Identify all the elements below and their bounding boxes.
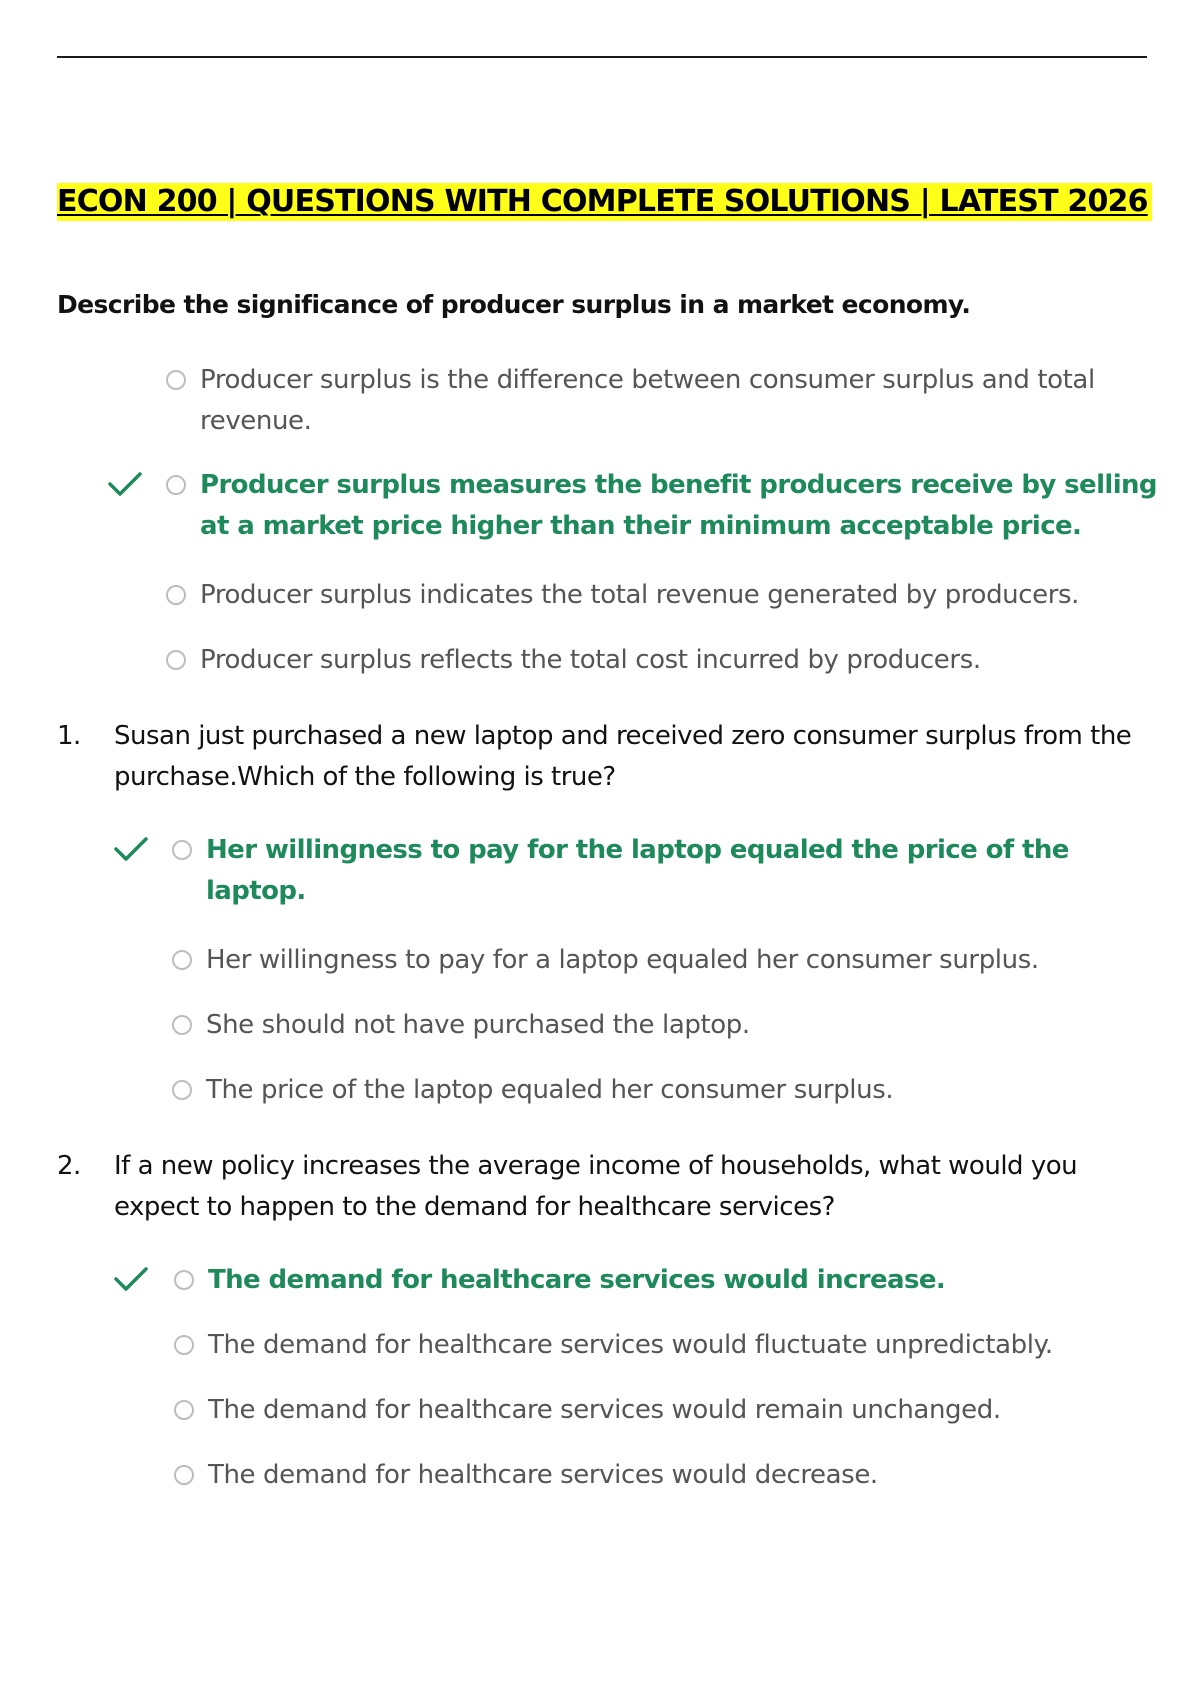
radio-circle-icon[interactable] — [166, 370, 186, 390]
radio-circle-icon[interactable] — [172, 1015, 192, 1035]
option-label: The demand for healthcare services would fluctuate unpredictably. — [208, 1330, 1053, 1360]
checkmark-icon — [108, 471, 142, 497]
question-1-number: 1. — [57, 721, 81, 751]
radio-circle-icon[interactable] — [172, 840, 192, 860]
option-label: The demand for healthcare services would increase. — [208, 1265, 946, 1295]
option-label: Producer surplus indicates the total revenue generated by producers. — [200, 580, 1080, 610]
question-2-number: 2. — [57, 1151, 81, 1181]
radio-circle-icon[interactable] — [174, 1465, 194, 1485]
top-rule — [57, 56, 1147, 58]
radio-circle-icon[interactable] — [172, 1080, 192, 1100]
option-label: Producer surplus reflects the total cost incurred by producers. — [200, 645, 981, 675]
question-2-text: If a new policy increases the average income of households, what would you expect to happen to the demand for healthcare services? — [114, 1151, 1078, 1222]
question-1-text: Susan just purchased a new laptop and received zero consumer surplus from the purchase.Which of the following is true? — [114, 721, 1132, 792]
radio-circle-icon[interactable] — [166, 475, 186, 495]
option-label: The demand for healthcare services would decrease. — [208, 1460, 878, 1490]
radio-circle-icon[interactable] — [174, 1400, 194, 1420]
checkmark-icon — [114, 1266, 148, 1292]
option-label: The price of the laptop equaled her consumer surplus. — [206, 1075, 894, 1105]
option-label: Her willingness to pay for the laptop equaled the price of the laptop. — [206, 835, 1069, 906]
radio-circle-icon[interactable] — [166, 585, 186, 605]
radio-circle-icon[interactable] — [174, 1270, 194, 1290]
checkmark-icon — [114, 836, 148, 862]
option-label: Producer surplus is the difference between consumer surplus and total revenue. — [200, 365, 1095, 436]
option-label: Producer surplus measures the benefit producers receive by selling at a market price higher than their minimum acceptable price. — [200, 470, 1157, 541]
option-label: She should not have purchased the laptop. — [206, 1010, 750, 1040]
option-label: The demand for healthcare services would remain unchanged. — [208, 1395, 1001, 1425]
document-title: ECON 200 | QUESTIONS WITH COMPLETE SOLUTIONS | LATEST 2026 — [57, 183, 1152, 221]
radio-circle-icon[interactable] — [174, 1335, 194, 1355]
radio-circle-icon[interactable] — [172, 950, 192, 970]
question-0-text: Describe the significance of producer surplus in a market economy. — [57, 290, 971, 319]
option-label: Her willingness to pay for a laptop equaled her consumer surplus. — [206, 945, 1039, 975]
radio-circle-icon[interactable] — [166, 650, 186, 670]
